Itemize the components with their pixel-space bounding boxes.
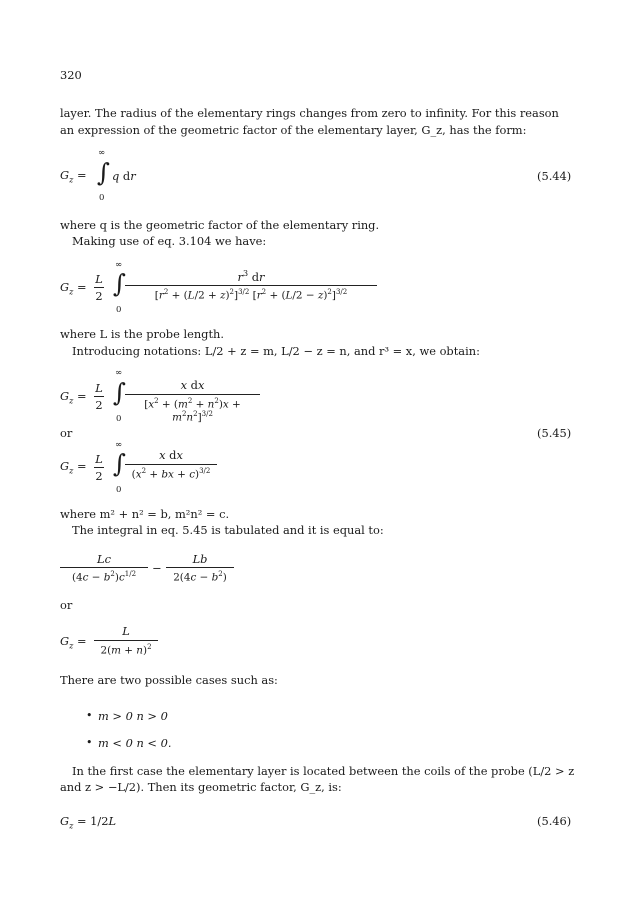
numerator: x dx — [159, 448, 183, 462]
coefficient-numerator: L — [95, 381, 103, 395]
paragraph-line: an expression of the geometric factor of the elementary layer, G_z, has the form: — [60, 123, 527, 137]
numerator: L — [122, 624, 130, 638]
equation-number: (5.45) — [537, 426, 572, 440]
paragraph-line: and z > −L/2). Then its geometric factor, G_z, is: — [60, 780, 342, 794]
numerator: Lc — [97, 552, 111, 566]
integral-upper-limit: ∞ — [115, 368, 123, 378]
integral-upper-limit: ∞ — [115, 260, 123, 270]
integral-sign: ∫ — [113, 269, 127, 298]
fraction-bar — [94, 467, 104, 468]
fraction-bar — [94, 640, 158, 641]
integral-sign: ∫ — [113, 378, 127, 407]
integral-lower-limit: 0 — [99, 193, 105, 203]
coefficient-numerator: L — [95, 452, 103, 466]
paragraph-line: layer. The radius of the elementary rings changes from zero to infinity. For this reason — [60, 106, 559, 120]
paragraph-line: There are two possible cases such as: — [60, 673, 278, 687]
bullet-icon: • — [86, 736, 93, 749]
numerator: x dx — [180, 378, 205, 392]
eq-lhs: $G_z$ = — [60, 280, 87, 297]
coefficient-denominator: 2 — [95, 469, 103, 483]
equation-5-46: $G_z = 1/2L$ — [60, 814, 117, 831]
denominator: $[r^2 + (L/2 + z)^2]^{3/2}$ $[r^2 + (L/2 - z)^2]^{3/2}$ — [154, 288, 348, 302]
integral-lower-limit: 0 — [116, 485, 122, 495]
list-item: m > 0 n > 0 — [98, 709, 168, 723]
denominator: $(4c - b^2)c^{1/2}$ — [71, 570, 137, 584]
fraction-bar — [60, 567, 148, 568]
paragraph-line: where q is the geometric factor of the elementary ring. — [60, 218, 380, 232]
fraction-bar — [94, 396, 104, 397]
fraction-bar — [94, 287, 104, 288]
denominator: $2(m + n)^2$ — [100, 643, 152, 657]
paragraph-line: Making use of eq. 3.104 we have: — [72, 234, 267, 248]
integral-sign: ∫ — [113, 449, 127, 478]
numerator: Lb — [192, 552, 208, 566]
integrand: q dr — [112, 169, 136, 183]
eq-lhs: $G_z$ = — [60, 389, 87, 406]
paragraph-line: where L is the probe length. — [60, 327, 224, 341]
denominator: $2(4c - b^2)$ — [173, 570, 227, 584]
integral-lower-limit: 0 — [116, 305, 122, 315]
coefficient-numerator: L — [95, 272, 103, 286]
equation-number: (5.46) — [537, 814, 572, 828]
denominator: ($x^2$ + bx + c)$^{3/2}$ — [131, 467, 211, 481]
eq-lhs: $G_z$ = — [60, 168, 87, 185]
integral-upper-limit: ∞ — [98, 148, 106, 158]
minus-sign: − — [152, 561, 162, 575]
list-item: m < 0 n < 0. — [98, 736, 172, 750]
eq-lhs: $G_z$ = — [60, 634, 87, 651]
paragraph-line: The integral in eq. 5.45 is tabulated and it is equal to: — [72, 523, 384, 537]
fraction-bar — [125, 464, 217, 465]
paragraph-line: where m² + n² = b, m²n² = c. — [60, 507, 230, 521]
paragraph-line: Introducing notations: L/2 + z = m, L/2 − z = n, and r³ = x, we obtain: — [72, 344, 480, 358]
page-number: 320 — [60, 68, 82, 82]
equation-number: (5.44) — [537, 169, 572, 183]
integral-upper-limit: ∞ — [115, 440, 123, 450]
fraction-bar — [166, 567, 234, 568]
integral-lower-limit: 0 — [116, 414, 122, 424]
integral-sign: ∫ — [97, 158, 111, 187]
denominator: $[x^2 + (m^2 + n^2)x + m^2n^2]^{3/2}$ — [144, 397, 241, 424]
coefficient-denominator: 2 — [95, 289, 103, 303]
numerator: $r^3$ dr — [237, 269, 265, 284]
fraction-bar — [125, 394, 260, 395]
fraction-bar — [125, 285, 377, 286]
paragraph-line: In the first case the elementary layer is located between the coils of the probe (L/2 > z — [72, 764, 575, 778]
eq-lhs: $G_z$ = — [60, 459, 87, 476]
coefficient-denominator: 2 — [95, 398, 103, 412]
bullet-icon: • — [86, 709, 93, 722]
connector-word: or — [60, 598, 73, 612]
connector-word: or — [60, 426, 73, 440]
